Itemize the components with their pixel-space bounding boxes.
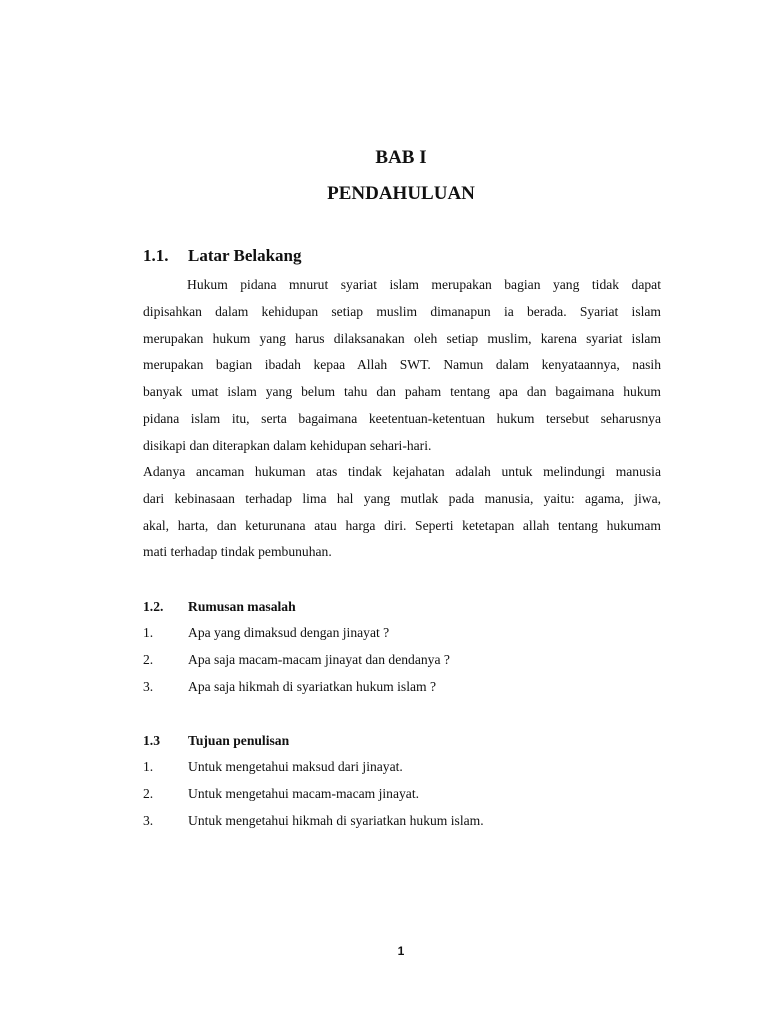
paragraph-latar-belakang-1 [143,272,661,460]
list-item-number: 3. [143,679,154,694]
list-item-text: Apa saja hikmah di syariatkan hukum islam ? [188,679,437,694]
paragraph-line: banyak umat islam yang belum tahu dan paham tentang apa dan bagaimana hukum [143,384,661,400]
list-item-number: 1. [143,759,154,774]
list-item-text: Untuk mengetahui maksud dari jinayat. [188,759,403,774]
rumusan-masalah-list [143,619,450,700]
paragraph-line: dipisahkan dalam kehidupan setiap muslim dimanapun ia berada. Syariat islam [143,303,661,319]
paragraph-line: akal, harta, dan keturunana atau harga diri. Seperti ketetapan allah tentang hukumam [143,517,661,533]
paragraph-line: Hukum pidana mnurut syariat islam merupakan bagian yang tidak dapat [187,277,661,292]
section-title: Tujuan penulisan [188,733,290,748]
paragraph-line: Adanya ancaman hukuman atas tindak kejahatan adalah untuk melindungi manusia [143,464,661,479]
paragraph-line: disikapi dan diterapkan dalam kehidupan sehari-hari. [143,437,432,453]
section-heading-latar-belakang [143,245,302,267]
section-number: 1.1. [143,246,169,265]
paragraph-line: dari kebinasaan terhadap lima hal yang mutlak pada manusia, yaitu: agama, jiwa, [143,490,661,506]
list-item-number: 2. [143,786,154,801]
tujuan-penulisan-list [143,753,484,834]
list-item-text: Untuk mengetahui macam-macam jinayat. [188,786,420,801]
list-item [143,646,450,673]
list-item-text: Apa yang dimaksud dengan jinayat ? [188,625,390,640]
section-title: Latar Belakang [188,246,302,265]
list-item-number: 1. [143,625,154,640]
list-item-number: 3. [143,813,154,828]
paragraph-latar-belakang-2 [143,459,661,566]
section-number: 1.3 [143,733,160,748]
list-item [143,807,484,834]
chapter-label: BAB I [375,147,427,168]
list-item-text: Untuk mengetahui hikmah di syariatkan hukum islam. [188,813,484,828]
section-heading-tujuan-penulisan [143,731,289,751]
section-title: Rumusan masalah [188,599,296,614]
list-item [143,753,484,780]
paragraph-line: pidana islam itu, serta bagaimana keetentuan-ketentuan hukum tersebut seharusnya [143,410,661,426]
paragraph-line: merupakan hukum yang harus dilaksanakan oleh setiap muslim, karena syariat islam [143,330,661,346]
section-heading-rumusan-masalah [143,597,296,617]
paragraph-line: mati terhadap tindak pembunuhan. [143,544,332,560]
list-item [143,673,450,700]
page-number: 1 [397,944,405,958]
list-item [143,780,484,807]
chapter-title: PENDAHULUAN [327,183,475,204]
paragraph-line: merupakan bagian ibadah kepaa Allah SWT. Namun dalam kenyataannya, nasih [143,357,661,373]
list-item-number: 2. [143,652,154,667]
list-item [143,619,450,646]
list-item-text: Apa saja macam-macam jinayat dan dendanya ? [188,652,450,667]
section-number: 1.2. [143,599,164,614]
